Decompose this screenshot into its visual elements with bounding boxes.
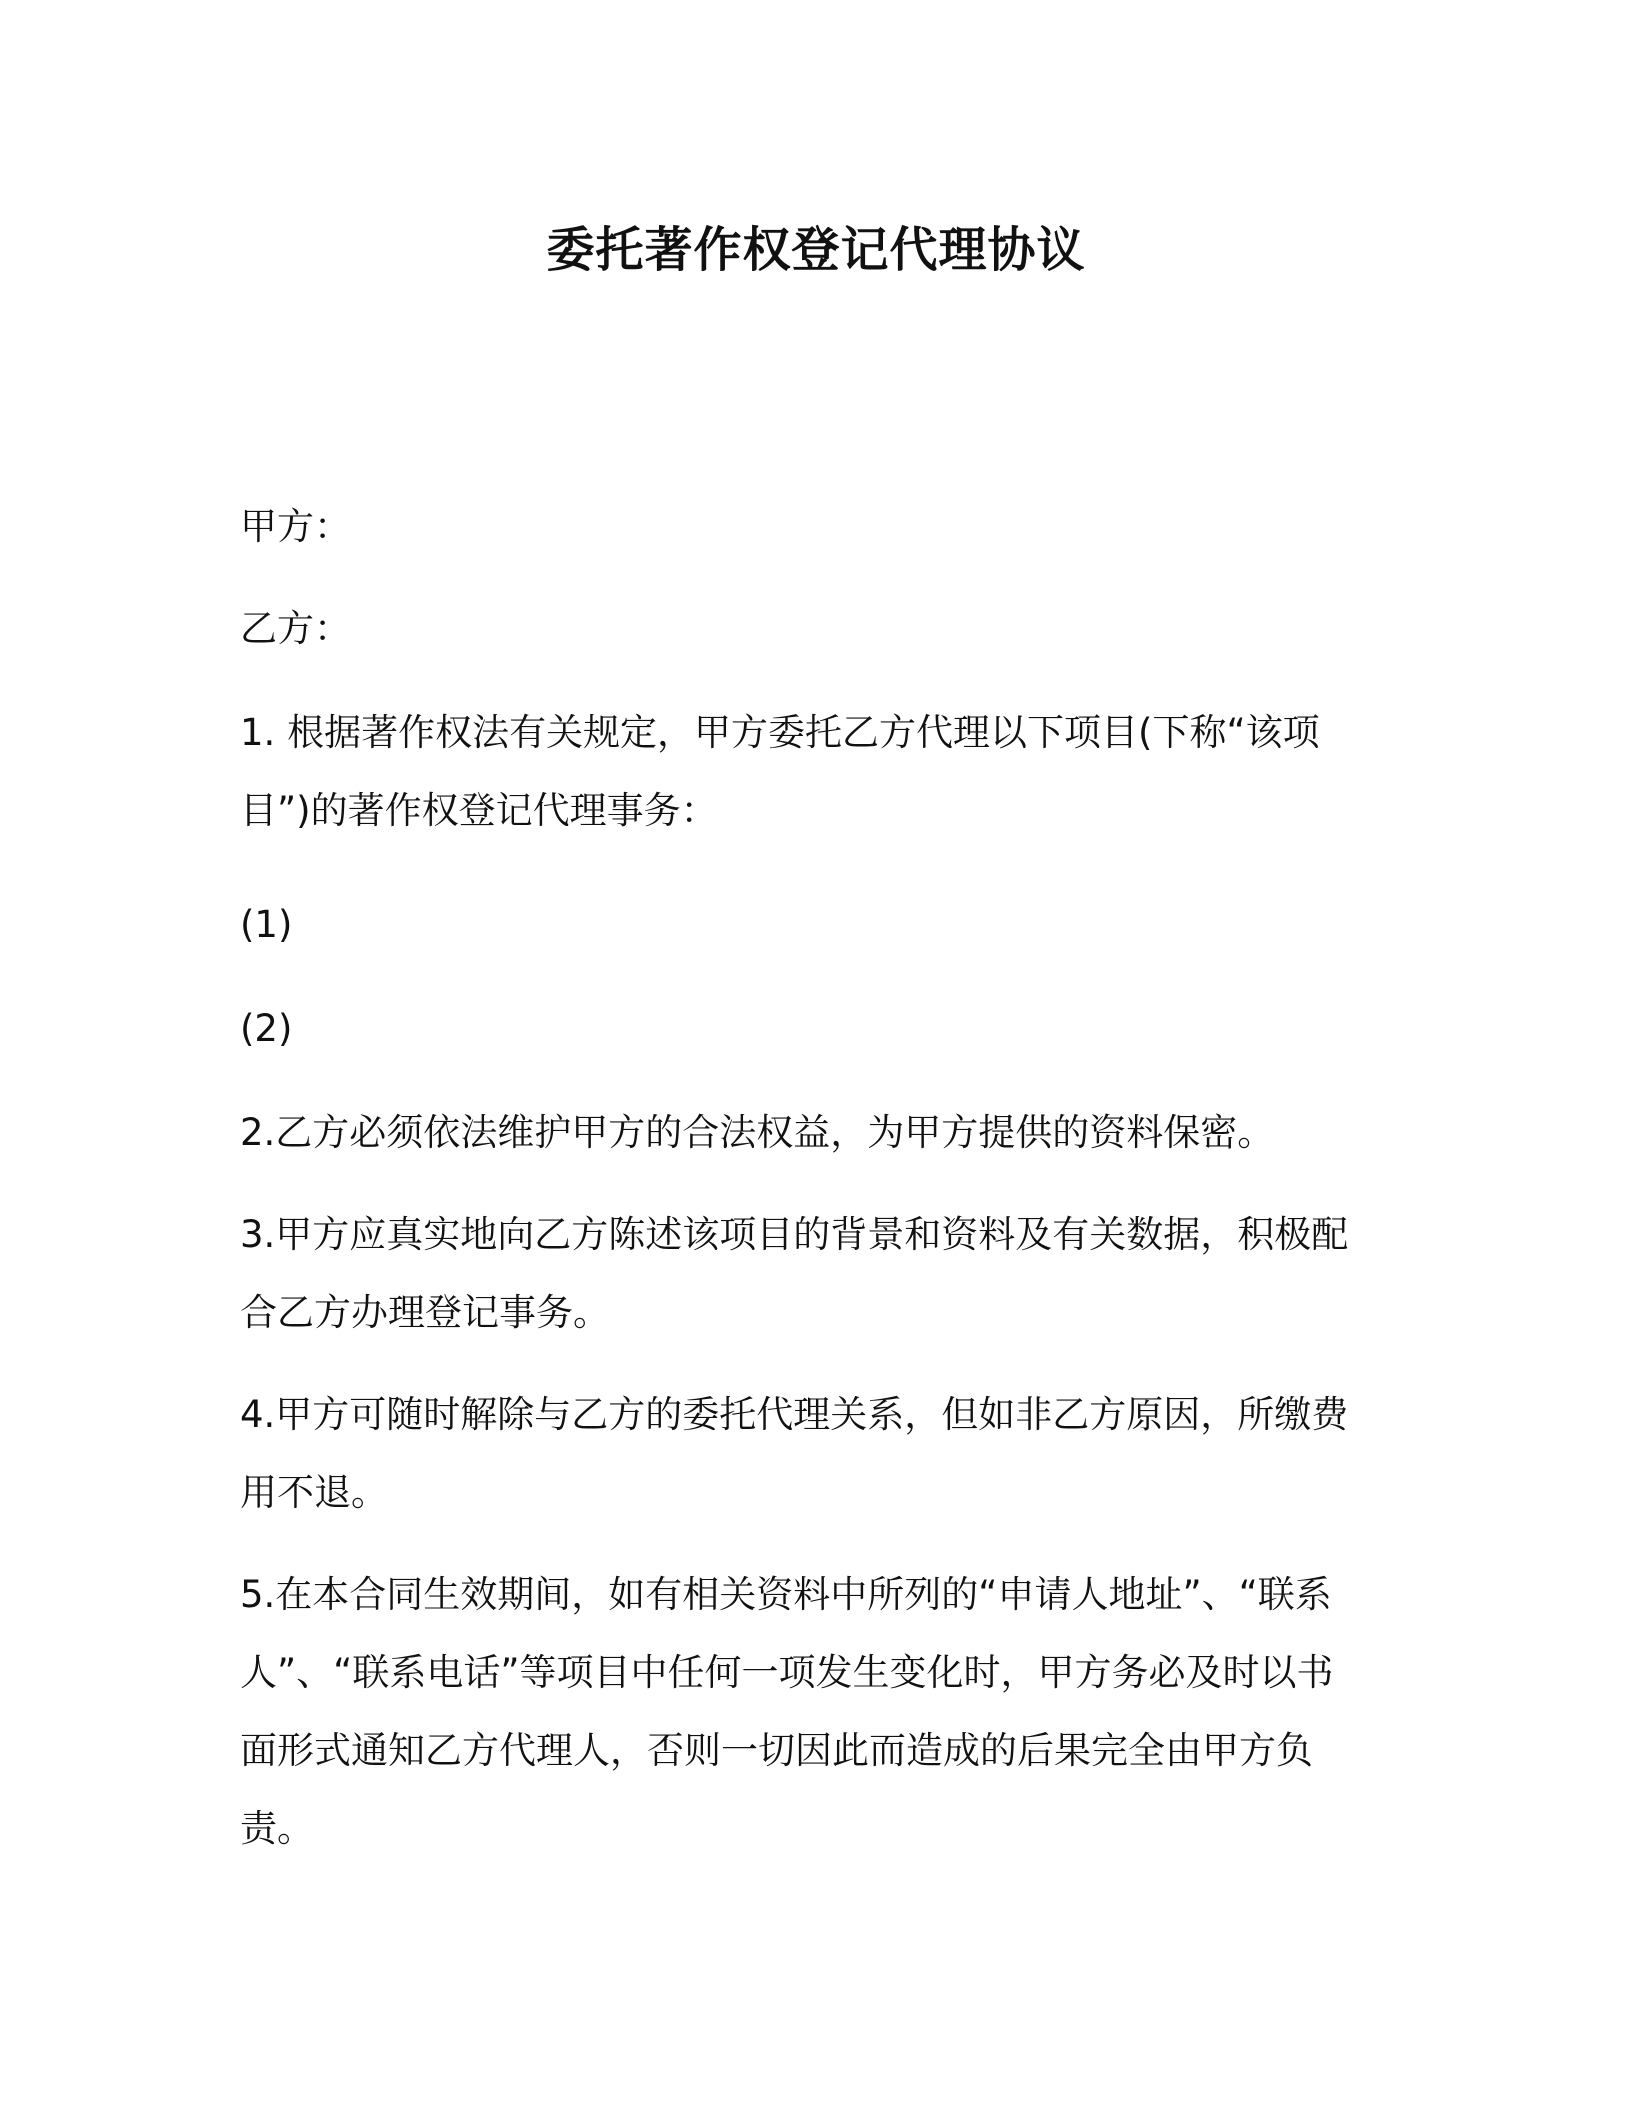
item-1: (1) bbox=[240, 903, 293, 946]
clause-5: 5.在本合同生效期间，如有相关资料中所列的“申请人地址”、“联系人”、“联系电话”等项目中任何一项发生变化时，甲方务必及时以书面形式通知乙方代理人，否则一切因此而造成的后果完全由甲方负责。 bbox=[240, 1573, 1334, 1850]
clause-1: 1. 根据著作权法有关规定，甲方委托乙方代理以下项目(下称“该项目”)的著作权登记代理事务： bbox=[240, 711, 1320, 832]
document-title: 委托著作权登记代理协议 bbox=[546, 222, 1086, 278]
party-b-label: 乙方： bbox=[240, 607, 351, 650]
party-a-label: 甲方： bbox=[240, 505, 351, 548]
clause-3: 3.甲方应真实地向乙方陈述该项目的背景和资料及有关数据，积极配合乙方办理登记事务。 bbox=[240, 1213, 1349, 1334]
clause-4: 4.甲方可随时解除与乙方的委托代理关系，但如非乙方原因，所缴费用不退。 bbox=[240, 1393, 1349, 1514]
clause-2: 2.乙方必须依法维护甲方的合法权益，为甲方提供的资料保密。 bbox=[240, 1111, 1275, 1154]
item-2: (2) bbox=[240, 1007, 293, 1050]
